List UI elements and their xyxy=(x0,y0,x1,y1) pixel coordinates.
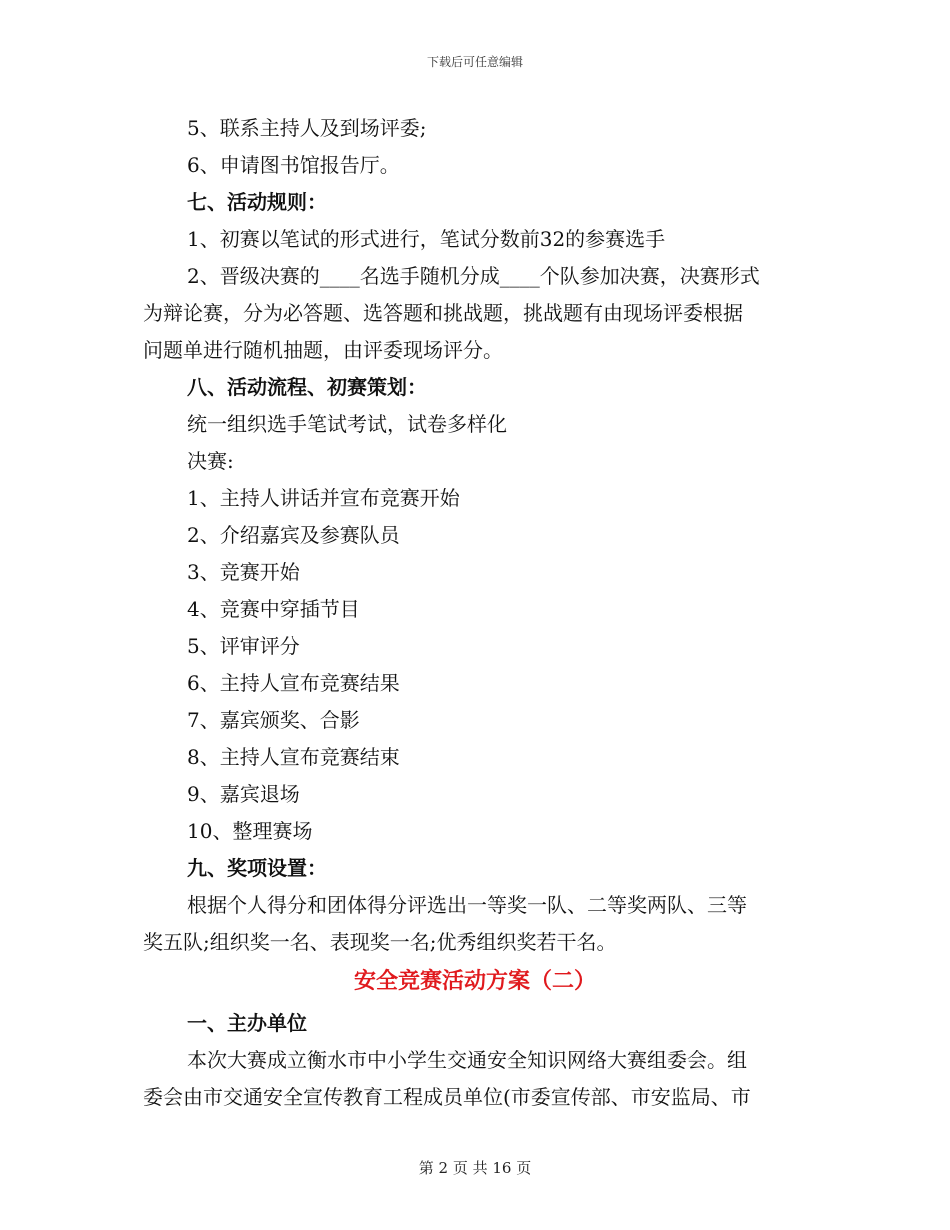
text-line: 1、初赛以笔试的形式进行，笔试分数前32的参赛选手 xyxy=(187,227,666,251)
text-line: 问题单进行随机抽题，由评委现场评分。 xyxy=(143,338,503,362)
document-subtitle: 安全竞赛活动方案（二） xyxy=(353,968,596,994)
list-item: 10、整理赛场 xyxy=(187,819,313,843)
list-item: 7、嘉宾颁奖、合影 xyxy=(187,708,360,732)
list-item: 1、主持人讲话并宣布竞赛开始 xyxy=(187,486,460,510)
section-heading: 七、活动规则： xyxy=(187,190,327,214)
text-line: 委会由市交通安全宣传教育工程成员单位(市委宣传部、市安监局、市 xyxy=(143,1085,751,1109)
list-item: 4、竞赛中穿插节目 xyxy=(187,597,360,621)
list-item: 5、评审评分 xyxy=(187,634,300,658)
text-line: 决赛: xyxy=(187,449,234,473)
text-line: 5、联系主持人及到场评委; xyxy=(187,116,427,140)
text-line: 统一组织选手笔试考试，试卷多样化 xyxy=(187,412,507,436)
list-item: 9、嘉宾退场 xyxy=(187,782,300,806)
text-line: 本次大赛成立衡水市中小学生交通安全知识网络大赛组委会。组 xyxy=(187,1048,747,1072)
text-line: 奖五队;组织奖一名、表现奖一名;优秀组织奖若干名。 xyxy=(143,930,617,954)
list-item: 3、竞赛开始 xyxy=(187,560,300,584)
text-line: 根据个人得分和团体得分评选出一等奖一队、二等奖两队、三等 xyxy=(187,893,747,917)
text-line: 6、申请图书馆报告厅。 xyxy=(187,153,400,177)
section-heading: 八、活动流程、初赛策划： xyxy=(187,375,427,399)
text-line: 为辩论赛，分为必答题、选答题和挑战题，挑战题有由现场评委根据 xyxy=(143,301,743,325)
text-line: 2、晋级决赛的____名选手随机分成____个队参加决赛，决赛形式 xyxy=(187,264,760,288)
page-footer: 第 2 页 共 16 页 xyxy=(418,1159,532,1177)
section-heading: 九、奖项设置： xyxy=(187,856,327,880)
list-item: 6、主持人宣布竞赛结果 xyxy=(187,671,400,695)
page-header: 下载后可任意编辑 xyxy=(426,55,523,69)
list-item: 2、介绍嘉宾及参赛队员 xyxy=(187,523,400,547)
list-item: 8、主持人宣布竞赛结束 xyxy=(187,745,400,769)
section-heading: 一、主办单位 xyxy=(187,1011,307,1035)
